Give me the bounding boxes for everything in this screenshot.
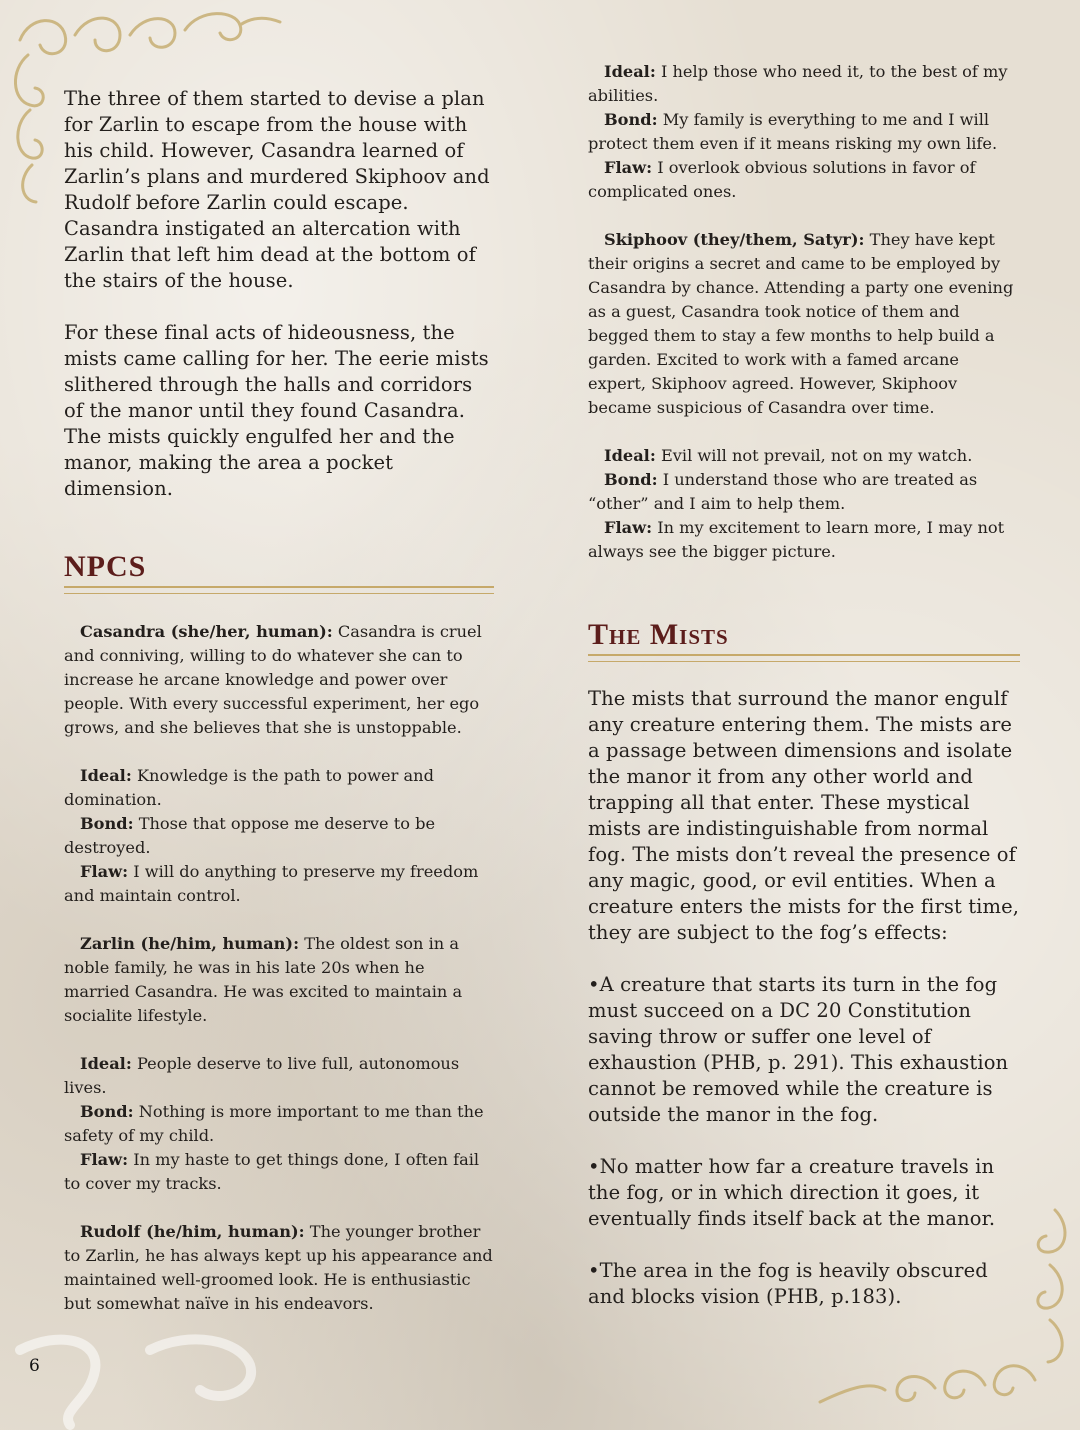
npc-ideal: Ideal: Evil will not prevail, not on my watch. bbox=[604, 446, 973, 465]
section-rule bbox=[588, 654, 1020, 662]
npc-flaw: Flaw: I overlook obvious solutions in favor of complicated ones. bbox=[588, 158, 976, 201]
page-number: 6 bbox=[29, 1356, 40, 1376]
npc-ideal: Ideal: I help those who need it, to the best of my abilities. bbox=[588, 62, 1008, 105]
npcs-section-header bbox=[64, 550, 494, 594]
mists-heading: The Mists bbox=[588, 618, 729, 651]
npc-rudolf-traits bbox=[588, 60, 1020, 204]
npc-name: Casandra (she/her, human): bbox=[80, 622, 333, 641]
right-column bbox=[588, 60, 1020, 1310]
left-column bbox=[64, 86, 494, 1316]
npc-skiphoov bbox=[588, 228, 1020, 564]
npc-name: Rudolf (he/him, human): bbox=[80, 1222, 305, 1241]
mists-section-header bbox=[588, 618, 1020, 662]
npc-flaw: Flaw: In my haste to get things done, I often fail to cover my tracks. bbox=[64, 1150, 480, 1193]
mists-bullet-2: •No matter how far a creature travels in the fog, or in which direction it goes, it eventually finds itself back at the manor. bbox=[588, 1155, 996, 1230]
npc-description: Skiphoov (they/them, Satyr): They have kept their origins a secret and came to be employed by Casandra by chance. Attending a party one evening as a guest, Casandra took notice of them and begged them to stay a few months to help build a garden. Excited to work with a famed arcane expert, Skiphoov agreed. However, Skiphoov became suspicious of Casandra over time. bbox=[588, 230, 1014, 417]
npc-bond: Bond: Those that oppose me deserve to be destroyed. bbox=[64, 814, 436, 857]
bottom-left-mist-swirl bbox=[0, 1320, 300, 1430]
npc-ideal: Ideal: Knowledge is the path to power and domination. bbox=[64, 766, 434, 809]
npc-description: Rudolf (he/him, human): The younger brother to Zarlin, he has always kept up his appearance and maintained well-groomed look. He is enthusiastic but somewhat naïve in his endeavors. bbox=[64, 1222, 493, 1313]
section-rule bbox=[64, 586, 494, 594]
npc-casandra bbox=[64, 620, 494, 908]
npc-rudolf bbox=[64, 1220, 494, 1316]
npc-flaw: Flaw: In my excitement to learn more, I may not always see the bigger picture. bbox=[588, 518, 1005, 561]
npc-name: Skiphoov (they/them, Satyr): bbox=[604, 230, 865, 249]
npc-name: Zarlin (he/him, human): bbox=[80, 934, 300, 953]
npc-zarlin bbox=[64, 932, 494, 1196]
npc-description: Casandra (she/her, human): Casandra is cruel and conniving, willing to do whatever she can to increase he arcane knowledge and power over people. With every successful experiment, her ego grows, and she believes that she is unstoppable. bbox=[64, 622, 482, 737]
npc-bond: Bond: My family is everything to me and I will protect them even if it means risking my own life. bbox=[588, 110, 998, 153]
npc-bond: Bond: I understand those who are treated as “other” and I aim to help them. bbox=[588, 470, 978, 513]
intro-paragraph-1: The three of them started to devise a plan for Zarlin to escape from the house with his child. However, Casandra learned of Zarlin’s plans and murdered Skiphoov and Rudolf before Zarlin could escape. Casandra instigated an altercation with Zarlin that left him dead at the bottom of the stairs of the house. bbox=[64, 87, 490, 292]
mists-intro-paragraph: The mists that surround the manor engulf any creature entering them. The mists are a passage between dimensions and isolate the manor it from any other world and trapping all that enter. These mystical mists are indistinguishable from normal fog. The mists don’t reveal the presence of any magic, good, or evil entities. When a creature enters the mists for the first time, they are subject to the fog’s effects: bbox=[588, 687, 1020, 944]
npc-ideal: Ideal: People deserve to live full, autonomous lives. bbox=[64, 1054, 460, 1097]
mists-bullet-1: •A creature that starts its turn in the fog must succeed on a DC 20 Constitution saving throw or suffer one level of exhaustion (PHB, p. 291). This exhaustion cannot be removed while the creature is outside the manor in the fog. bbox=[588, 973, 1009, 1126]
npc-bond: Bond: Nothing is more important to me than the safety of my child. bbox=[64, 1102, 484, 1145]
mists-bullet-3: •The area in the fog is heavily obscured and blocks vision (PHB, p.183). bbox=[588, 1259, 988, 1308]
npc-flaw: Flaw: I will do anything to preserve my freedom and maintain control. bbox=[64, 862, 479, 905]
intro-paragraph-2: For these final acts of hideousness, the mists came calling for her. The eerie mists slithered through the halls and corridors of the manor until they found Casandra. The mists quickly engulfed her and the manor, making the area a pocket dimension. bbox=[64, 321, 489, 500]
npc-description: Zarlin (he/him, human): The oldest son in a noble family, he was in his late 20s when he married Casandra. He was excited to maintain a socialite lifestyle. bbox=[64, 934, 463, 1025]
npcs-heading: NPCS bbox=[64, 550, 147, 583]
